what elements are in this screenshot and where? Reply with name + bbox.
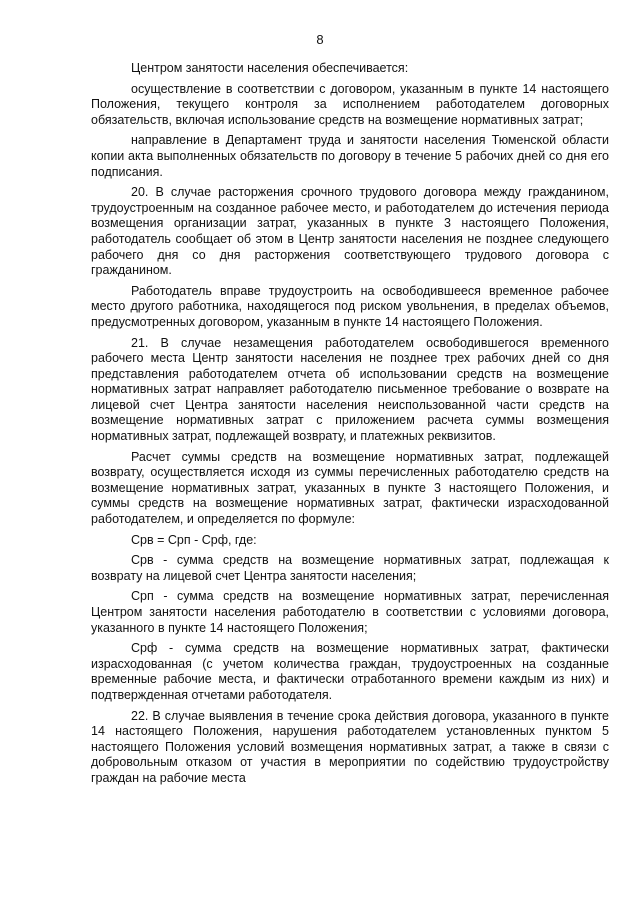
paragraph-item-20: 20. В случае расторжения срочного трудового договора между гражданином, трудоустроенным на созданное рабочее место, и работодателем до истечения периода возмещения организации затрат, указанных в пункте 3 настоящего Положения, работодатель сообщает об этом в Центр занятости населения не позднее следующего рабочего дня со дня расторжения соответствующего трудового договора с гражданином. <box>91 185 609 278</box>
paragraph-srv-definition: Срв - сумма средств на возмещение нормативных затрат, подлежащая к возврату на лицевой счет Центра занятости населения; <box>91 553 609 583</box>
paragraph-intro: Центром занятости населения обеспечивается: <box>131 61 409 75</box>
paragraph-item-21: 21. В случае незамещения работодателем освободившегося временного рабочего места Центр занятости населения не позднее трех рабочих дней со дня представления работодателем отчета об использовании средств на возмещение нормативных затрат направляет работодателю письменное требование о возврате на лицевой счет Центра занятости населения неиспользованной части средств на возмещение нормативных затрат с приложением расчета суммы возмещения нормативных затрат, подлежащей возврату, и платежных реквизитов. <box>91 335 609 444</box>
paragraph-formula: Срв = Срп - Срф, где: <box>131 532 257 547</box>
paragraph-srp-definition: Срп - сумма средств на возмещение нормативных затрат, перечисленная Центром занятости населения работодателю в соответствии с условиями договора, указанного в пункте 14 настоящего Положения; <box>91 589 609 635</box>
paragraph-calculation: Расчет суммы средств на возмещение нормативных затрат, подлежащей возврату, осуществляется исходя из суммы перечисленных работодателю средств на возмещение нормативных затрат, указанных в пункте 3 настоящего Положения, и суммы средств на возмещение нормативных затрат, фактически израсходованной работодателем, и определяется по формуле: <box>91 449 609 527</box>
paragraph-item-22: 22. В случае выявления в течение срока действия договора, указанного в пункте 14 настоящего Положения, нарушения работодателем установленных пунктом 5 настоящего Положения условий возмещения нормативных затрат, а также в связи с добровольным отказом от участия в мероприятии по содействию трудоустройству граждан на рабочие места <box>91 708 609 785</box>
document-body <box>91 61 609 787</box>
paragraph-act-sending: направление в Департамент труда и занятости населения Тюменской области копии акта выполненных обязательств по договору в течение 5 рабочих дней со дня его подписания. <box>91 133 609 179</box>
paragraph-replacement: Работодатель вправе трудоустроить на освободившееся временное рабочее место другого работника, находящегося под риском увольнения, в пределах объемов, предусмотренных договором, указанным в пункте 14 настоящего Положения. <box>91 283 609 329</box>
page-number: 8 <box>316 32 324 47</box>
paragraph-control: осуществление в соответствии с договором, указанным в пункте 14 настоящего Положения, текущего контроля за исполнением работодателем договорных обязательств, включая использование средств на возмещение нормативных затрат; <box>91 81 609 127</box>
paragraph-srf-definition: Срф - сумма средств на возмещение нормативных затрат, фактически израсходованная (с учетом количества граждан, трудоустроенных на созданные временные рабочие места, и фактически отработанного времени каждым из них) и подтвержденная отчетами работодателя. <box>91 641 609 702</box>
